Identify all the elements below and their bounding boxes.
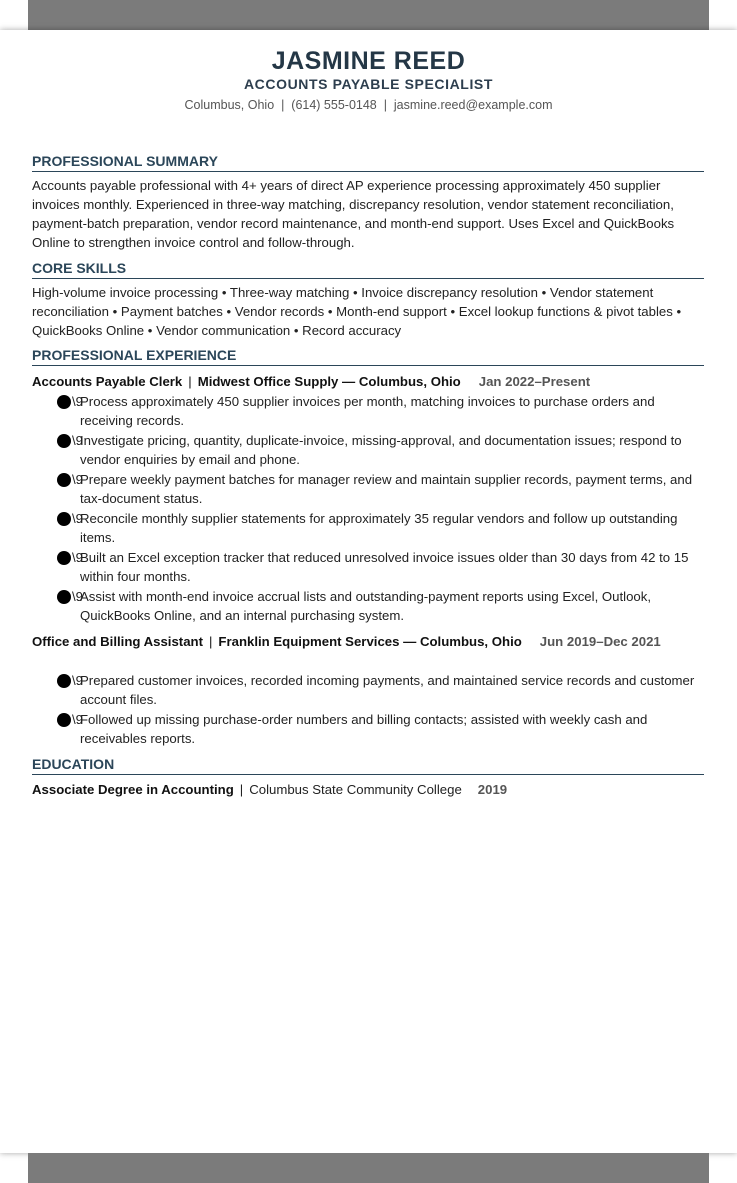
section-heading-experience: PROFESSIONAL EXPERIENCE <box>32 346 704 366</box>
candidate-title: ACCOUNTS PAYABLE SPECIALIST <box>243 76 494 92</box>
job-header <box>32 372 704 391</box>
bullet-marker: \9 <box>72 589 83 604</box>
bullet-marker: \9 <box>72 511 83 526</box>
job-company: Midwest Office Supply — Columbus, Ohio <box>197 374 461 389</box>
bullet-marker: \9 <box>72 394 83 409</box>
list-item: \9 Assist with month-end invoice accrual lists and outstanding-payment reports using Excel, Outlook, QuickBooks Online, and an internal purchasing system. <box>0 587 705 625</box>
bullet-icon <box>57 551 71 565</box>
bullet-marker: \9 <box>72 433 83 448</box>
bullet-marker: \9 <box>72 673 83 688</box>
bullet-marker: \9 <box>72 550 83 565</box>
job-bullets <box>0 392 705 626</box>
bullet-icon <box>57 713 71 727</box>
education-entry <box>32 780 704 799</box>
job-separator: | <box>188 374 192 389</box>
bullet-icon <box>57 473 71 487</box>
bullet-icon <box>57 434 71 448</box>
education-school: Columbus State Community College <box>249 782 462 797</box>
education-separator: | <box>239 782 244 797</box>
section-heading-education: EDUCATION <box>32 755 704 775</box>
section-heading-summary: PROFESSIONAL SUMMARY <box>32 152 704 172</box>
list-item: \9 Investigate pricing, quantity, duplicate-invoice, missing-approval, and documentation issues; respond to vendor enquiries by email and phone. <box>0 431 705 469</box>
bullet-marker: \9 <box>72 712 83 727</box>
bullet-icon <box>57 674 71 688</box>
job-bullets <box>0 671 705 749</box>
summary-text: Accounts payable professional with 4+ years of direct AP experience processing approximately 450 supplier invoices monthly. Experienced in three-way matching, discrepancy resolution, vendor statement reconciliation, payment-batch preparation, vendor record maintenance, and month-end support. Uses Excel and QuickBooks Online to strengthen invoice control and follow-through. <box>32 178 675 250</box>
candidate-name: JASMINE REED <box>271 47 466 75</box>
viewer-frame-bottom <box>28 1153 709 1183</box>
list-item: \9 Built an Excel exception tracker that reduced unresolved invoice issues older than 30 days from 42 to 15 within four months. <box>0 548 705 586</box>
job-dates: Jan 2022–Present <box>478 374 591 389</box>
job-company: Franklin Equipment Services — Columbus, Ohio <box>218 634 522 649</box>
job-role: Office and Billing Assistant <box>32 634 203 649</box>
section-heading-skills: CORE SKILLS <box>32 259 704 279</box>
job-dates: Jun 2019–Dec 2021 <box>539 634 661 649</box>
job-separator: | <box>208 634 213 649</box>
job-header <box>32 632 704 651</box>
bullet-icon <box>57 590 71 604</box>
list-item: \9 Followed up missing purchase-order numbers and billing contacts; assisted with weekly cash and receivables reports. <box>0 710 705 748</box>
list-item: \9 Prepare weekly payment batches for manager review and maintain supplier records, payment terms, and tax-document status. <box>0 470 705 508</box>
list-item: \9 Process approximately 450 supplier invoices per month, matching invoices to purchase orders and receiving records. <box>0 392 705 430</box>
bullet-icon <box>57 512 71 526</box>
bullet-marker: \9 <box>72 472 83 487</box>
education-degree: Associate Degree in Accounting <box>32 782 234 797</box>
viewer-frame-top <box>28 0 709 30</box>
education-year: 2019 <box>477 782 508 797</box>
bullet-icon <box>57 395 71 409</box>
skills-text: High-volume invoice processing • Three-way matching • Invoice discrepancy resolution • Vendor statement reconciliation • Payment batches • Vendor records • Month-end support • Excel lookup functions & pivot tables • QuickBooks Online • Vendor communication • Record accuracy <box>32 285 682 338</box>
list-item: \9 Reconcile monthly supplier statements for approximately 35 regular vendors and follow up outstanding items. <box>0 509 705 547</box>
job-role: Accounts Payable Clerk <box>32 374 183 389</box>
contact-line: Columbus, Ohio | (614) 555-0148 | jasmine.reed@example.com <box>184 98 553 112</box>
list-item: \9 Prepared customer invoices, recorded incoming payments, and maintained service records and customer account files. <box>0 671 705 709</box>
